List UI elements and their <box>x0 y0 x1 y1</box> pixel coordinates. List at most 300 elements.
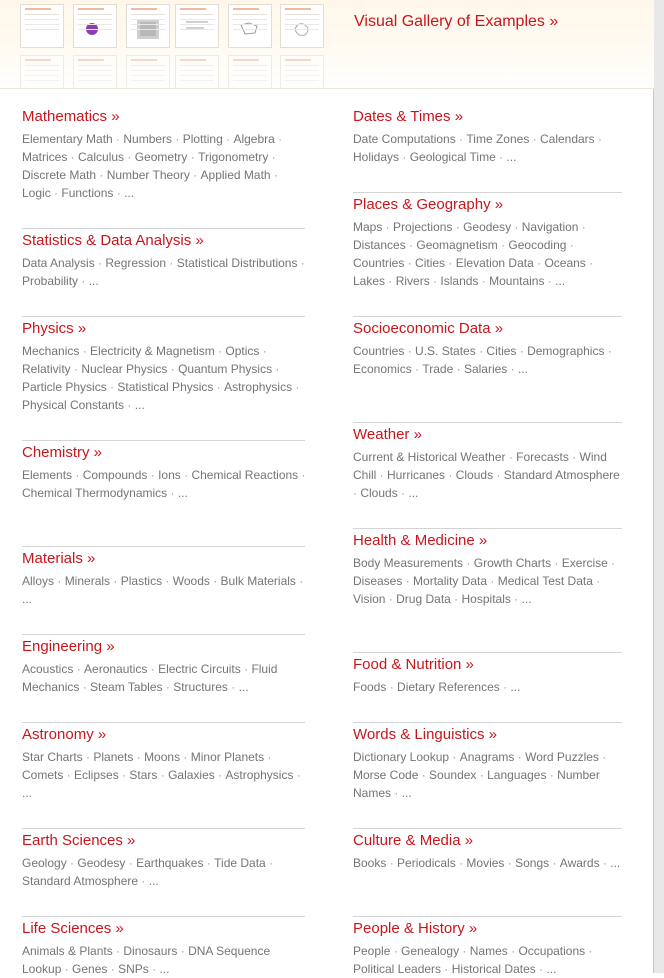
category-title-link[interactable]: Places & Geography » <box>353 196 504 213</box>
subcategory-link[interactable]: People <box>353 944 391 958</box>
subcategory-item <box>178 362 279 376</box>
subcategory-link[interactable]: ... <box>124 186 135 200</box>
subcategory-link[interactable]: Awards <box>559 856 600 870</box>
subcategory-item <box>456 256 545 270</box>
subcategory-link[interactable]: Hospitals <box>461 592 511 606</box>
subcategory-link[interactable]: Planets <box>93 750 134 764</box>
category-title-link[interactable]: Culture & Media » <box>353 832 474 849</box>
subcategory-link[interactable]: Standard Atmosphere <box>22 874 139 888</box>
subcategory-list <box>22 854 307 890</box>
subcategory-link[interactable]: Rivers <box>395 274 430 288</box>
subcategory-link[interactable]: Nuclear Physics <box>81 362 168 376</box>
subcategory-item <box>518 944 592 958</box>
subcategory-link[interactable]: Political Leaders <box>353 962 442 976</box>
subcategory-list <box>353 748 625 802</box>
category-block <box>353 532 625 608</box>
subcategory-item <box>415 256 456 270</box>
category-block <box>353 832 625 872</box>
category-title-link[interactable]: Socioeconomic Data » <box>353 320 504 337</box>
subcategory-list <box>22 660 307 696</box>
subcategory-link[interactable]: Trade <box>422 362 454 376</box>
subcategory-item <box>416 238 508 252</box>
subcategory-link[interactable]: Physical Constants <box>22 398 125 412</box>
section-divider <box>353 192 622 193</box>
subcategory-item <box>353 962 452 976</box>
subcategory-item <box>22 398 135 412</box>
category-block <box>353 108 625 166</box>
subcategory-link[interactable]: ... <box>22 592 33 606</box>
subcategory-link[interactable]: ... <box>555 274 566 288</box>
subcategory-item <box>353 150 410 164</box>
category-block <box>353 920 625 978</box>
subcategory-item <box>201 168 278 182</box>
subcategory-link[interactable]: Periodicals <box>397 856 456 870</box>
subcategory-item <box>353 450 516 464</box>
subcategory-link[interactable]: Cities <box>486 344 517 358</box>
subcategory-item <box>135 150 198 164</box>
subcategory-item <box>401 944 470 958</box>
subcategory-item <box>135 398 145 412</box>
subcategory-link[interactable]: Clouds <box>455 468 494 482</box>
subcategory-item <box>22 256 105 270</box>
section-divider <box>353 316 622 317</box>
subcategory-item <box>555 274 565 288</box>
subcategory-item <box>429 768 487 782</box>
subcategory-item <box>124 186 134 200</box>
subcategory-link[interactable]: Soundex <box>429 768 477 782</box>
subcategory-link[interactable]: Comets <box>22 768 64 782</box>
subcategory-link[interactable]: Mechanics <box>22 344 80 358</box>
subcategory-item <box>121 574 173 588</box>
subcategory-item <box>159 962 169 976</box>
section-divider <box>22 634 305 635</box>
subcategory-link[interactable]: Navigation <box>521 220 579 234</box>
subcategory-link[interactable]: DNA Sequence Lookup <box>22 944 271 976</box>
subcategory-link[interactable]: Diseases <box>353 574 403 588</box>
subcategory-link[interactable]: Countries <box>353 344 405 358</box>
subcategory-item <box>487 768 557 782</box>
subcategory-link[interactable]: ... <box>506 150 517 164</box>
subcategory-link[interactable]: Maps <box>353 220 383 234</box>
subcategory-link[interactable]: Books <box>353 856 387 870</box>
subcategory-link[interactable]: Wind Chill <box>353 450 607 482</box>
subcategory-link[interactable]: Foods <box>353 680 387 694</box>
subcategory-link[interactable]: Data Analysis <box>22 256 95 270</box>
subcategory-link[interactable]: Geodesy <box>463 220 512 234</box>
subcategory-item <box>486 344 527 358</box>
subcategory-link[interactable]: Oceans <box>544 256 586 270</box>
subcategory-link[interactable]: Names <box>469 944 508 958</box>
subcategory-item <box>224 380 299 394</box>
subcategory-link[interactable]: ... <box>517 362 528 376</box>
outline-thumbnail-icon <box>291 19 313 39</box>
subcategory-item <box>402 786 412 800</box>
gallery-thumbnail[interactable] <box>20 55 64 89</box>
subcategory-link[interactable]: Optics <box>225 344 260 358</box>
subcategory-item <box>410 150 507 164</box>
subcategory-link[interactable]: Galaxies <box>168 768 215 782</box>
subcategory-link[interactable]: Anagrams <box>459 750 515 764</box>
subcategory-link[interactable]: Languages <box>487 768 547 782</box>
subcategory-link[interactable]: Trigonometry <box>198 150 269 164</box>
subcategory-link[interactable]: Current & Historical Weather <box>353 450 506 464</box>
subcategory-item <box>518 362 528 376</box>
category-block <box>22 920 307 978</box>
subcategory-link[interactable]: Standard Atmosphere <box>503 468 620 482</box>
subcategory-list <box>353 854 625 872</box>
subcategory-link[interactable]: Stars <box>129 768 158 782</box>
subcategory-item <box>397 680 510 694</box>
category-title-link[interactable]: Weather » <box>353 426 422 443</box>
subcategory-item <box>22 874 149 888</box>
section-divider <box>22 828 305 829</box>
subcategory-item <box>546 962 556 976</box>
subcategory-link[interactable]: ... <box>610 856 621 870</box>
subcategory-link[interactable]: Astrophysics <box>225 768 294 782</box>
subcategory-item <box>353 220 393 234</box>
section-divider <box>353 422 622 423</box>
subcategory-link[interactable]: Plotting <box>182 132 223 146</box>
subcategory-link[interactable]: Eclipses <box>74 768 119 782</box>
subcategory-link[interactable]: ... <box>238 680 249 694</box>
section-divider <box>22 228 305 229</box>
subcategory-link[interactable]: Elevation Data <box>455 256 534 270</box>
subcategory-item <box>415 344 486 358</box>
subcategory-item <box>158 662 251 676</box>
subcategory-item <box>22 486 178 500</box>
subcategory-link[interactable]: Numbers <box>123 132 173 146</box>
subcategory-link[interactable]: Electricity & Magnetism <box>90 344 215 358</box>
subcategory-link[interactable]: Medical Test Data <box>497 574 593 588</box>
subcategory-link[interactable]: Date Computations <box>353 132 456 146</box>
subcategory-item <box>168 768 225 782</box>
subcategory-link[interactable]: Occupations <box>518 944 586 958</box>
subcategory-item <box>22 856 77 870</box>
category-block <box>22 232 307 290</box>
subcategory-link[interactable]: ... <box>510 680 521 694</box>
subcategory-item <box>173 680 238 694</box>
category-title-link[interactable]: Earth Sciences » <box>22 832 136 849</box>
subcategory-item <box>353 856 397 870</box>
subcategory-item <box>464 362 518 376</box>
subcategory-item <box>144 750 191 764</box>
subcategory-item <box>562 556 615 570</box>
subcategory-link[interactable]: Dictionary Lookup <box>353 750 450 764</box>
category-title-link[interactable]: Mathematics » <box>22 108 120 125</box>
subcategory-link[interactable]: Movies <box>466 856 505 870</box>
category-block <box>353 426 625 502</box>
subcategory-link[interactable]: Genealogy <box>401 944 460 958</box>
subcategory-list <box>353 554 625 608</box>
category-block <box>22 108 307 202</box>
texture-thumbnail-icon <box>137 19 159 39</box>
subcategory-item <box>158 468 191 482</box>
subcategory-item <box>22 786 32 800</box>
category-title-link[interactable]: Chemistry » <box>22 444 103 461</box>
section-divider <box>353 828 622 829</box>
subcategory-item <box>136 856 214 870</box>
subcategory-link[interactable]: Dinosaurs <box>123 944 178 958</box>
subcategory-link[interactable]: Dietary References <box>397 680 500 694</box>
subcategory-item <box>183 132 234 146</box>
subcategory-link[interactable]: Growth Charts <box>473 556 552 570</box>
category-title-link[interactable]: People & History » <box>353 920 478 937</box>
subcategory-item <box>506 150 516 164</box>
subcategory-link[interactable]: Mountains <box>489 274 545 288</box>
subcategory-item <box>360 486 408 500</box>
subcategory-item <box>527 344 612 358</box>
subcategory-link[interactable]: Alloys <box>22 574 55 588</box>
subcategory-item <box>387 468 456 482</box>
subcategory-link[interactable]: Historical Dates <box>451 962 536 976</box>
subcategory-link[interactable]: Fluid Mechanics <box>22 662 278 694</box>
subcategory-link[interactable]: Tide Data <box>214 856 266 870</box>
gallery-thumbnail[interactable] <box>228 55 272 89</box>
subcategory-item <box>81 362 178 376</box>
subcategory-item <box>22 750 93 764</box>
subcategory-link[interactable]: Drug Data <box>396 592 451 606</box>
subcategory-link[interactable]: Elements <box>22 468 73 482</box>
gallery-thumbnail[interactable] <box>20 4 64 48</box>
subcategory-link[interactable]: Time Zones <box>466 132 530 146</box>
subcategory-link[interactable]: Astrophysics <box>224 380 293 394</box>
subcategory-link[interactable]: Number Theory <box>106 168 190 182</box>
section-divider <box>22 316 305 317</box>
gallery-thumbnail[interactable] <box>73 55 117 89</box>
subcategory-item <box>466 856 515 870</box>
subcategory-item <box>353 274 396 288</box>
subcategory-item <box>353 750 460 764</box>
subcategory-item <box>123 132 182 146</box>
subcategory-link[interactable]: ... <box>134 398 145 412</box>
subcategory-item <box>198 150 276 164</box>
subcategory-link[interactable]: Moons <box>144 750 181 764</box>
subcategory-link[interactable]: ... <box>177 486 188 500</box>
category-title-link[interactable]: Astronomy » <box>22 726 107 743</box>
subcategory-link[interactable]: Statistical Distributions <box>176 256 298 270</box>
visual-gallery-link[interactable]: Visual Gallery of Examples » <box>354 13 559 30</box>
subcategory-link[interactable]: Minerals <box>64 574 111 588</box>
subcategory-link[interactable]: Geomagnetism <box>416 238 498 252</box>
subcategory-item <box>22 186 61 200</box>
subcategory-link[interactable]: Electric Circuits <box>158 662 241 676</box>
subcategory-link[interactable]: Countries <box>353 256 405 270</box>
subcategory-item <box>393 220 463 234</box>
subcategory-link[interactable]: Geometry <box>134 150 188 164</box>
subcategory-link[interactable]: Word Puzzles <box>525 750 599 764</box>
category-title-link[interactable]: Engineering » <box>22 638 115 655</box>
subcategory-link[interactable]: ... <box>408 486 419 500</box>
subcategory-link[interactable]: Statistical Physics <box>117 380 214 394</box>
subcategory-item <box>463 220 522 234</box>
subcategory-link[interactable]: ... <box>88 274 99 288</box>
subcategory-list <box>353 678 625 696</box>
subcategory-link[interactable]: ... <box>148 874 159 888</box>
subcategory-link[interactable]: Demographics <box>527 344 605 358</box>
category-block <box>22 320 307 414</box>
section-divider <box>22 722 305 723</box>
category-title-link[interactable]: Materials » <box>22 550 96 567</box>
subcategory-item <box>84 662 158 676</box>
subcategory-link[interactable]: Hurricanes <box>387 468 446 482</box>
subcategory-link[interactable]: Calendars <box>539 132 595 146</box>
gallery-thumbnail[interactable] <box>280 55 324 89</box>
subcategory-link[interactable]: Aeronautics <box>84 662 148 676</box>
subcategory-item <box>225 768 300 782</box>
subcategory-link[interactable]: Quantum Physics <box>178 362 273 376</box>
subcategory-item <box>74 768 129 782</box>
subcategory-item <box>456 468 504 482</box>
category-title-link[interactable]: Health & Medicine » <box>353 532 488 549</box>
subcategory-item <box>83 468 158 482</box>
subcategory-link[interactable]: Forecasts <box>516 450 569 464</box>
subcategory-link[interactable]: Chemical Reactions <box>191 468 299 482</box>
category-block <box>22 638 307 696</box>
subcategory-link[interactable]: Discrete Math <box>22 168 97 182</box>
subcategory-link[interactable]: Salaries <box>463 362 508 376</box>
subcategory-item <box>396 274 441 288</box>
subcategory-link[interactable]: Lakes <box>353 274 386 288</box>
subcategory-link[interactable]: Holidays <box>353 150 400 164</box>
subcategory-link[interactable]: Compounds <box>82 468 148 482</box>
subcategory-item <box>214 856 273 870</box>
subcategory-link[interactable]: Ions <box>158 468 181 482</box>
subcategory-link[interactable]: Geological Time <box>409 150 496 164</box>
subcategory-link[interactable]: Economics <box>353 362 412 376</box>
subcategory-item <box>470 944 519 958</box>
subcategory-link[interactable]: Genes <box>72 962 108 976</box>
subcategory-item <box>22 132 123 146</box>
gallery-thumbnail[interactable] <box>175 4 219 48</box>
text-thumbnail-icon <box>186 19 208 39</box>
subcategory-item <box>460 750 525 764</box>
subcategory-item <box>191 468 305 482</box>
subcategory-item <box>560 856 610 870</box>
subcategory-link[interactable]: Vision <box>353 592 386 606</box>
subcategory-item <box>22 574 65 588</box>
subcategory-item <box>396 592 461 606</box>
subcategory-item <box>22 944 123 958</box>
subcategory-item <box>22 662 84 676</box>
section-divider <box>353 652 622 653</box>
subcategory-link[interactable]: Logic <box>22 186 51 200</box>
subcategory-item <box>78 150 135 164</box>
subcategory-link[interactable]: Clouds <box>360 486 398 500</box>
gallery-thumbnail[interactable] <box>280 4 324 48</box>
subcategory-item <box>408 486 418 500</box>
subcategory-list <box>22 748 307 802</box>
subcategory-link[interactable]: Functions <box>61 186 114 200</box>
subcategory-link[interactable]: Steam Tables <box>90 680 163 694</box>
category-title-link[interactable]: Dates & Times » <box>353 108 464 125</box>
subcategory-item <box>510 680 520 694</box>
subcategory-link[interactable]: Minor Planets <box>190 750 265 764</box>
subcategory-link[interactable]: Geodesy <box>77 856 126 870</box>
subcategory-list <box>353 218 625 290</box>
gallery-thumbnail[interactable] <box>126 55 170 89</box>
subcategory-item <box>221 574 304 588</box>
subcategory-link[interactable]: Applied Math <box>200 168 271 182</box>
subcategory-link[interactable]: ... <box>22 786 33 800</box>
subcategory-link[interactable]: ... <box>546 962 557 976</box>
subcategory-item <box>522 592 532 606</box>
subcategory-link[interactable]: Star Charts <box>22 750 83 764</box>
gallery-thumbnail[interactable] <box>175 55 219 89</box>
subcategory-item <box>22 150 78 164</box>
category-title-link[interactable]: Physics » <box>22 320 87 337</box>
subcategory-item <box>22 768 74 782</box>
subcategory-link[interactable]: Geology <box>22 856 67 870</box>
subcategory-link[interactable]: Elementary Math <box>22 132 113 146</box>
subcategory-link[interactable]: Songs <box>515 856 550 870</box>
subcategory-item <box>191 750 272 764</box>
section-divider <box>353 528 622 529</box>
subcategory-item <box>22 344 90 358</box>
subcategory-link[interactable]: Exercise <box>561 556 608 570</box>
category-title-link[interactable]: Life Sciences » <box>22 920 124 937</box>
subcategory-item <box>22 362 81 376</box>
subcategory-link[interactable]: Body Measurements <box>353 556 464 570</box>
subcategory-link[interactable]: Morse Code <box>353 768 419 782</box>
subcategory-link[interactable]: Structures <box>173 680 228 694</box>
subcategory-item <box>225 344 266 358</box>
subcategory-link[interactable]: Earthquakes <box>136 856 204 870</box>
subcategory-list <box>22 572 307 608</box>
subcategory-link[interactable]: ... <box>401 786 412 800</box>
subcategory-item <box>123 944 188 958</box>
subcategory-link[interactable]: ... <box>521 592 532 606</box>
subcategory-link[interactable]: Calculus <box>78 150 125 164</box>
subcategory-link[interactable]: ... <box>159 962 170 976</box>
subcategory-item <box>90 680 173 694</box>
category-title-link[interactable]: Words & Linguistics » <box>353 726 497 743</box>
section-divider <box>22 440 305 441</box>
gallery-thumbnail[interactable] <box>73 4 117 48</box>
subcategory-link[interactable]: Particle Physics <box>22 380 107 394</box>
subcategory-item <box>22 592 32 606</box>
category-title-link[interactable]: Food & Nutrition » <box>353 656 474 673</box>
subcategory-link[interactable]: Chemical Thermodynamics <box>22 486 168 500</box>
subcategory-link[interactable]: Number Names <box>353 768 600 800</box>
subcategory-link[interactable]: Woods <box>172 574 210 588</box>
subcategory-link[interactable]: Animals & Plants <box>22 944 113 958</box>
subcategory-item <box>353 574 413 588</box>
subcategory-link[interactable]: Matrices <box>22 150 68 164</box>
subcategory-item <box>239 680 249 694</box>
gallery-thumbnail[interactable] <box>228 4 272 48</box>
subcategory-link[interactable]: Projections <box>393 220 453 234</box>
gallery-thumbnail[interactable] <box>126 4 170 48</box>
subcategory-link[interactable]: Bulk Materials <box>220 574 296 588</box>
subcategory-link[interactable]: Distances <box>353 238 406 252</box>
subcategory-link[interactable]: Cities <box>415 256 446 270</box>
subcategory-link[interactable]: Algebra <box>233 132 275 146</box>
subcategory-link[interactable]: Relativity <box>22 362 71 376</box>
subcategory-item <box>65 574 121 588</box>
subcategory-link[interactable]: U.S. States <box>415 344 476 358</box>
category-title-link[interactable]: Statistics & Data Analysis » <box>22 232 204 249</box>
subcategory-link[interactable]: Probability <box>22 274 79 288</box>
subcategory-link[interactable]: Mortality Data <box>413 574 488 588</box>
subcategory-item <box>353 556 474 570</box>
subcategory-list <box>353 342 625 378</box>
subcategory-link[interactable]: Plastics <box>120 574 163 588</box>
subcategory-link[interactable]: Regression <box>105 256 167 270</box>
subcategory-link[interactable]: Geocoding <box>508 238 567 252</box>
subcategory-link[interactable]: SNPs <box>118 962 149 976</box>
subcategory-link[interactable]: Islands <box>440 274 479 288</box>
subcategory-link[interactable]: Acoustics <box>22 662 74 676</box>
